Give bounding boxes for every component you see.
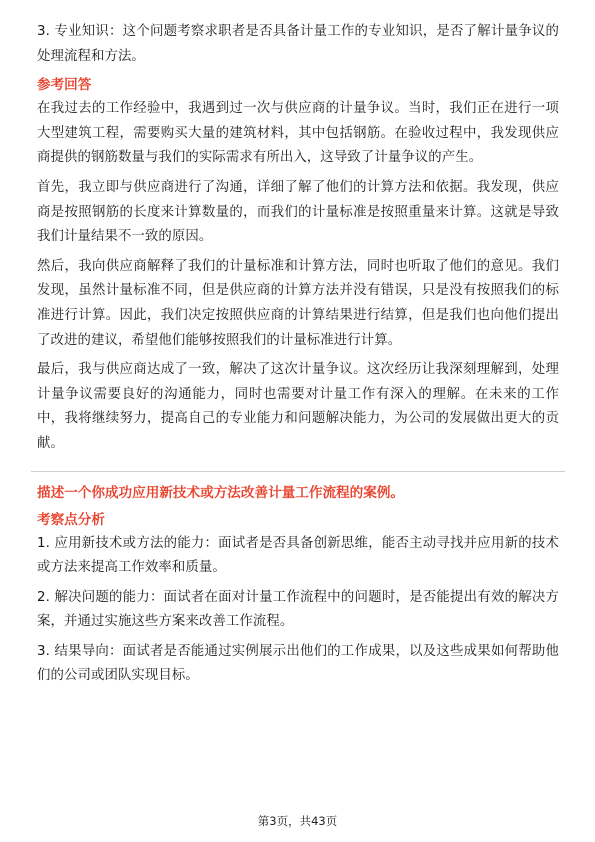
analysis-point: 2. 解决问题的能力：面试者在面对计量工作流程中的问题时，是否能提出有效的解决方案，并通过实施这些方案来改善工作流程。 bbox=[37, 589, 559, 630]
page-number: 第3页，共43页 bbox=[257, 814, 338, 828]
answer-paragraph: 在我过去的工作经验中，我遇到过一次与供应商的计量争议。当时，我们正在进行一项大型建筑工程，需要购买大量的建筑材料，其中包括钢筋。在验收过程中，我发现供应商提供的钢筋数量与我们的实际需求有所出入，这导致了计量争议的产生。 bbox=[37, 101, 559, 166]
answer-paragraph: 首先，我立即与供应商进行了沟通，详细了解了他们的计算方法和依据。我发现，供应商是按照钢筋的长度来计算数量的，而我们的计量标准是按照重量来计算。这就是导致我们计量结果不一致的原因。 bbox=[37, 179, 559, 245]
intro-point-3: 3. 专业知识：这个问题考察求职者是否具备计量工作的专业知识，是否了解计量争议的处理流程和方法。 bbox=[37, 24, 559, 64]
answer-heading: 参考回答 bbox=[37, 77, 92, 94]
answer-paragraph: 然后，我向供应商解释了我们的计量标准和计算方法，同时也听取了他们的意见。我们发现，虽然计量标准不同，但是供应商的计算方法并没有错误，只是没有按照我们的标准进行计算。因此，我们决定按照供应商的计算结果进行结算，但是我们也向他们提出了改进的建议，希望他们能够按照我们的计量标准进行计算。 bbox=[37, 258, 559, 348]
analysis-point: 3. 结果导向：面试者是否能通过实例展示出他们的工作成果，以及这些成果如何帮助他们的公司或团队实现目标。 bbox=[37, 643, 559, 684]
analysis-point: 1. 应用新技术或方法的能力：面试者是否具备创新思维，能否主动寻找并应用新的技术或方法来提高工作效率和质量。 bbox=[37, 535, 559, 576]
section-divider bbox=[31, 471, 565, 472]
document-page bbox=[37, 20, 559, 689]
analysis-heading: 考察点分析 bbox=[37, 511, 105, 528]
question-title: 描述一个你成功应用新技术或方法改善计量工作流程的案例。 bbox=[37, 484, 405, 501]
answer-paragraph: 最后，我与供应商达成了一致，解决了这次计量争议。这次经历让我深刻理解到，处理计量争议需要良好的沟通能力，同时也需要对计量工作有深入的理解。在未来的工作中，我将继续努力，提高自己的专业能力和问题解决能力，为公司的发展做出更大的贡献。 bbox=[37, 362, 559, 451]
